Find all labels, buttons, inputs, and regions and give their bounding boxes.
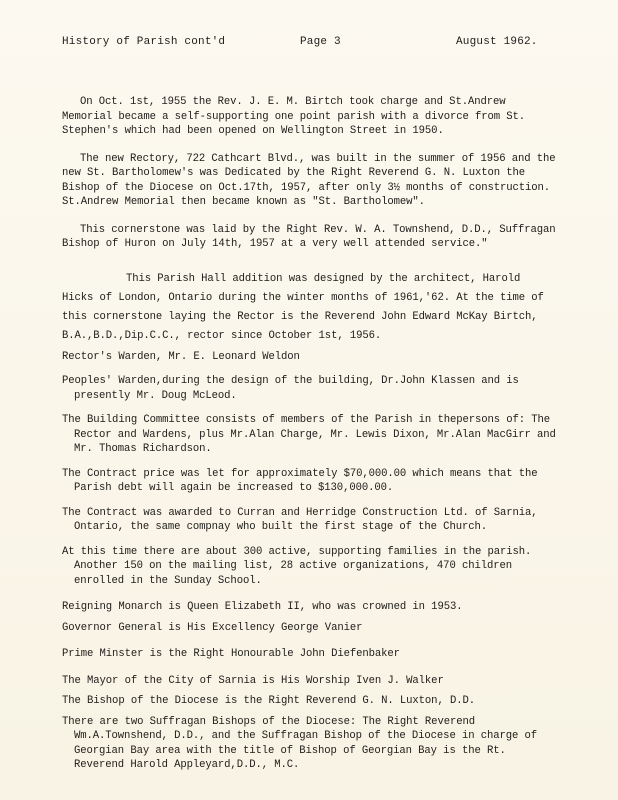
paragraph-new-rectory: The new Rectory, 722 Cathcart Blvd., was built in the summer of 1956 and the new St. Bartholomew's was Dedicated by the Right Reverend G. N. Luxton the Bishop of the Diocese on Oct.17th, 1957, after only 3½ months of construction. St.Andrew Memorial then became known as "St. Bartholomew". — [62, 152, 556, 208]
paragraph-parish-hall: This Parish Hall addition was designed by the architect, Harold Hicks of London, Ontario during the winter months of 1961,'62. At the time of this cornerstone laying the Rector is the Reverend John Edward McKay Birtch, B.A.,B.D.,Dip.C.C., rector since October 1st, 1956. — [62, 272, 544, 342]
parish-families: At this time there are about 300 active, supporting families in the parish. Another 150 on the mailing list, 28 active organizations, 470 children enrolled in the Sunday School. — [62, 545, 532, 587]
contract-awarded: The Contract was awarded to Curran and Herridge Construction Ltd. of Sarnia, Ontario, the same compnay who built the first stage of the Church. — [62, 506, 538, 533]
mayor: The Mayor of the City of Sarnia is His Worship Iven J. Walker — [62, 674, 444, 687]
prime-minister: Prime Minster is the Right Honourable John Diefenbaker — [62, 648, 400, 660]
paragraph-birtch-charge: On Oct. 1st, 1955 the Rev. J. E. M. Birtch took charge and St.Andrew Memorial became a self-supporting one point parish with a divorce from St. Stephen's which had been opened on Wellington Street in 1950. — [62, 96, 526, 137]
header-date: August 1962. — [456, 36, 538, 48]
rectors-warden: Rector's Warden, Mr. E. Leonard Weldon — [62, 350, 300, 363]
paragraph-cornerstone-1957: This cornerstone was laid by the Right Rev. W. A. Townshend, D.D., Suffragan Bishop of Huron on July 14th, 1957 at a very well attended service." — [62, 223, 556, 250]
header-title: History of Parish cont'd — [62, 36, 226, 48]
peoples-warden: Peoples' Warden,during the design of the building, Dr.John Klassen and is presently Mr. Doug McLeod. — [62, 375, 519, 402]
building-committee: The Building Committee consists of members of the Parish in thepersons of: The Rector and Wardens, plus Mr.Alan Charge, Mr. Lewis Dixon, Mr.Alan MacGirr and Mr. Thomas Richardson. — [62, 414, 556, 455]
governor-general: Governor General is His Excellency George Vanier — [62, 621, 363, 634]
page-number: Page 3 — [300, 36, 341, 48]
contract-price: The Contract price was let for approximately $70,000.00 which means that the Parish debt will again be increased to $130,000.00. — [62, 467, 538, 494]
suffragan-bishops: There are two Suffragan Bishops of the Diocese: The Right Reverend Wm.A.Townshend, D.D., and the Suffragan Bishop of the Diocese in charge of Georgian Bay area with the title of Bishop of Georgian Bay is the Rt. Reverend Harold Appleyard,D.D., M.C. — [62, 715, 538, 771]
document-body — [62, 95, 557, 773]
reigning-monarch: Reigning Monarch is Queen Elizabeth II, who was crowned in 1953. — [62, 601, 463, 613]
bishop-of-diocese: The Bishop of the Diocese is the Right Reverend G. N. Luxton, D.D. — [62, 695, 475, 707]
